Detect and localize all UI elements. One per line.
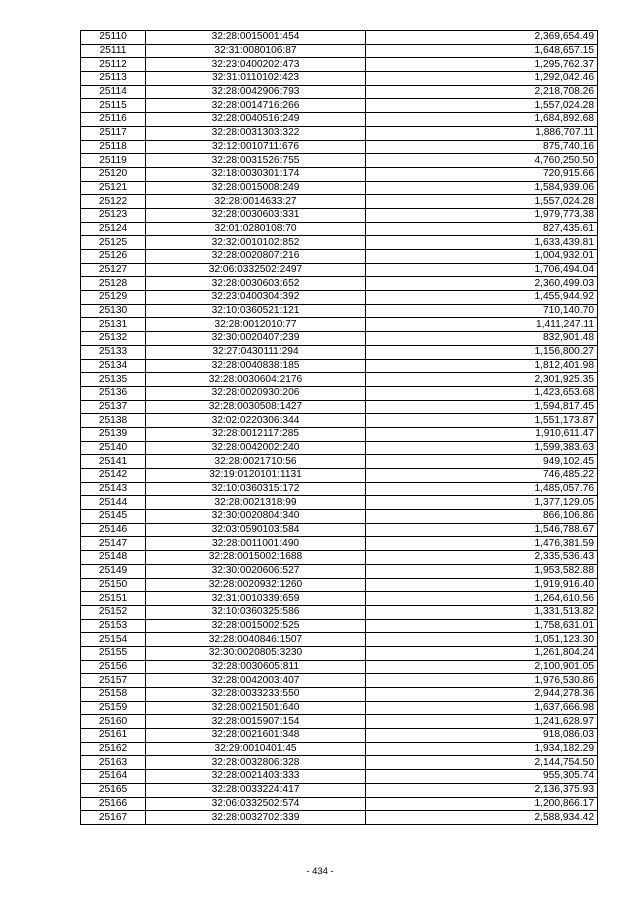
value-cell: 1,377,129.05 [366, 496, 598, 510]
cadastral-number-cell: 32:28:0030603:331 [146, 208, 366, 222]
cadastral-number-cell: 32:28:0021601:348 [146, 729, 366, 743]
value-cell: 710,140.70 [366, 304, 598, 318]
table-row [81, 222, 598, 236]
cadastral-number-cell: 32:28:0032806:328 [146, 756, 366, 770]
cadastral-number-cell: 32:12:0010711:676 [146, 140, 366, 154]
row-number-cell: 25121 [81, 181, 146, 195]
row-number-cell: 25158 [81, 688, 146, 702]
cadastral-number-cell: 32:23:0400202:473 [146, 58, 366, 72]
row-number-cell: 25162 [81, 742, 146, 756]
table-row [81, 332, 598, 346]
cadastral-number-cell: 32:06:0332502:574 [146, 797, 366, 811]
value-cell: 2,136,375.93 [366, 783, 598, 797]
row-number-cell: 25119 [81, 154, 146, 168]
table-row [81, 701, 598, 715]
table-row [81, 797, 598, 811]
row-number-cell: 25153 [81, 619, 146, 633]
table-row [81, 523, 598, 537]
value-cell: 1,706,494.04 [366, 263, 598, 277]
value-cell: 2,218,708.26 [366, 85, 598, 99]
value-cell: 1,557,024.28 [366, 195, 598, 209]
table-row [81, 427, 598, 441]
table-row [81, 770, 598, 784]
cadastral-number-cell: 32:28:0021318:99 [146, 496, 366, 510]
value-cell: 827,435.61 [366, 222, 598, 236]
cadastral-number-cell: 32:28:0020932:1260 [146, 578, 366, 592]
cadastral-number-cell: 32:28:0021501:640 [146, 701, 366, 715]
table-row [81, 441, 598, 455]
value-cell: 2,944,278.36 [366, 688, 598, 702]
row-number-cell: 25120 [81, 167, 146, 181]
cadastral-number-cell: 32:28:0015907:154 [146, 715, 366, 729]
table-row [81, 72, 598, 86]
value-cell: 1,633,439.81 [366, 236, 598, 250]
table-row [81, 154, 598, 168]
row-number-cell: 25138 [81, 414, 146, 428]
table-row [81, 304, 598, 318]
cadastral-number-cell: 32:06:0332502:2497 [146, 263, 366, 277]
row-number-cell: 25114 [81, 85, 146, 99]
table-row [81, 126, 598, 140]
table-row [81, 756, 598, 770]
row-number-cell: 25164 [81, 770, 146, 784]
cadastral-number-cell: 32:28:0015002:1688 [146, 551, 366, 565]
cadastral-number-cell: 32:28:0021710:56 [146, 455, 366, 469]
value-cell: 1,594,817.45 [366, 400, 598, 414]
row-number-cell: 25130 [81, 304, 146, 318]
cadastral-number-cell: 32:28:0040846:1507 [146, 633, 366, 647]
table-row [81, 660, 598, 674]
cadastral-number-cell: 32:31:0110102:423 [146, 72, 366, 86]
table-row [81, 592, 598, 606]
row-number-cell: 25167 [81, 811, 146, 825]
value-cell: 1,485,057.76 [366, 482, 598, 496]
row-number-cell: 25125 [81, 236, 146, 250]
table-row [81, 729, 598, 743]
table-row [81, 236, 598, 250]
value-cell: 1,411,247.11 [366, 318, 598, 332]
row-number-cell: 25133 [81, 345, 146, 359]
row-number-cell: 25127 [81, 263, 146, 277]
value-cell: 1,051,123.30 [366, 633, 598, 647]
row-number-cell: 25156 [81, 660, 146, 674]
cadastral-number-cell: 32:28:0042003:407 [146, 674, 366, 688]
table-row [81, 455, 598, 469]
cadastral-number-cell: 32:28:0014716:266 [146, 99, 366, 113]
cadastral-number-cell: 32:28:0030605:811 [146, 660, 366, 674]
row-number-cell: 25142 [81, 469, 146, 483]
row-number-cell: 25146 [81, 523, 146, 537]
value-cell: 2,360,499.03 [366, 277, 598, 291]
value-cell: 1,295,762.37 [366, 58, 598, 72]
value-cell: 1,758,631.01 [366, 619, 598, 633]
value-cell: 1,979,773.38 [366, 208, 598, 222]
row-number-cell: 25110 [81, 31, 146, 45]
row-number-cell: 25124 [81, 222, 146, 236]
cadastral-number-cell: 32:28:0042002:240 [146, 441, 366, 455]
row-number-cell: 25128 [81, 277, 146, 291]
row-number-cell: 25166 [81, 797, 146, 811]
value-cell: 1,812,401.98 [366, 359, 598, 373]
table-body [81, 31, 598, 825]
table-row [81, 578, 598, 592]
table-row [81, 263, 598, 277]
table-row [81, 496, 598, 510]
cadastral-number-cell: 32:28:0014633:27 [146, 195, 366, 209]
table-row [81, 277, 598, 291]
table-row [81, 373, 598, 387]
row-number-cell: 25165 [81, 783, 146, 797]
value-cell: 2,588,934.42 [366, 811, 598, 825]
row-number-cell: 25159 [81, 701, 146, 715]
row-number-cell: 25143 [81, 482, 146, 496]
table-row [81, 113, 598, 127]
cadastral-number-cell: 32:30:0020805:3230 [146, 646, 366, 660]
cadastral-number-cell: 32:28:0011001:490 [146, 537, 366, 551]
value-cell: 1,557,024.28 [366, 99, 598, 113]
table-row [81, 551, 598, 565]
value-cell: 1,648,657.15 [366, 44, 598, 58]
row-number-cell: 25126 [81, 250, 146, 264]
row-number-cell: 25135 [81, 373, 146, 387]
cadastral-number-cell: 32:28:0033233:550 [146, 688, 366, 702]
row-number-cell: 25122 [81, 195, 146, 209]
row-number-cell: 25163 [81, 756, 146, 770]
value-cell: 1,551,173.87 [366, 414, 598, 428]
table-row [81, 510, 598, 524]
table-row [81, 482, 598, 496]
table-row [81, 386, 598, 400]
row-number-cell: 25137 [81, 400, 146, 414]
cadastral-number-cell: 32:19:0120101:1131 [146, 469, 366, 483]
row-number-cell: 25145 [81, 510, 146, 524]
table-row [81, 44, 598, 58]
table-row [81, 537, 598, 551]
cadastral-number-cell: 32:28:0031303:322 [146, 126, 366, 140]
table-row [81, 811, 598, 825]
row-number-cell: 25147 [81, 537, 146, 551]
cadastral-number-cell: 32:29:0010401:45 [146, 742, 366, 756]
cadastral-number-cell: 32:10:0360315:172 [146, 482, 366, 496]
cadastral-number-cell: 32:30:0020407:239 [146, 332, 366, 346]
cadastral-value-table [80, 30, 598, 825]
value-cell: 955,305.74 [366, 770, 598, 784]
row-number-cell: 25112 [81, 58, 146, 72]
value-cell: 2,100,901.05 [366, 660, 598, 674]
value-cell: 746,485.22 [366, 469, 598, 483]
value-cell: 1,261,804.24 [366, 646, 598, 660]
row-number-cell: 25154 [81, 633, 146, 647]
cadastral-number-cell: 32:28:0020930:206 [146, 386, 366, 400]
value-cell: 1,934,182.29 [366, 742, 598, 756]
value-cell: 1,423,653.68 [366, 386, 598, 400]
value-cell: 1,156,800.27 [366, 345, 598, 359]
row-number-cell: 25140 [81, 441, 146, 455]
table-row [81, 633, 598, 647]
cadastral-number-cell: 32:27:0430111:294 [146, 345, 366, 359]
cadastral-number-cell: 32:23:0400304:392 [146, 291, 366, 305]
row-number-cell: 25129 [81, 291, 146, 305]
value-cell: 4,760,250.50 [366, 154, 598, 168]
value-cell: 1,292,042.46 [366, 72, 598, 86]
row-number-cell: 25160 [81, 715, 146, 729]
value-cell: 1,241,628.97 [366, 715, 598, 729]
table-row [81, 715, 598, 729]
row-number-cell: 25155 [81, 646, 146, 660]
cadastral-number-cell: 32:28:0030508:1427 [146, 400, 366, 414]
table-row [81, 140, 598, 154]
table-row [81, 359, 598, 373]
table-row [81, 564, 598, 578]
table-row [81, 167, 598, 181]
value-cell: 875,740.16 [366, 140, 598, 154]
cadastral-number-cell: 32:28:0040516:249 [146, 113, 366, 127]
cadastral-number-cell: 32:30:0020804:340 [146, 510, 366, 524]
cadastral-number-cell: 32:03:0590103:584 [146, 523, 366, 537]
value-cell: 1,886,707.11 [366, 126, 598, 140]
table-row [81, 195, 598, 209]
row-number-cell: 25115 [81, 99, 146, 113]
value-cell: 866,106.86 [366, 510, 598, 524]
value-cell: 1,637,666.98 [366, 701, 598, 715]
cadastral-number-cell: 32:28:0040838:185 [146, 359, 366, 373]
table-row [81, 414, 598, 428]
cadastral-number-cell: 32:28:0042906:793 [146, 85, 366, 99]
table-row [81, 742, 598, 756]
table-row [81, 31, 598, 45]
row-number-cell: 25113 [81, 72, 146, 86]
value-cell: 1,919,916.40 [366, 578, 598, 592]
table-row [81, 400, 598, 414]
value-cell: 1,546,788.67 [366, 523, 598, 537]
value-cell: 1,200,866.17 [366, 797, 598, 811]
cadastral-number-cell: 32:28:0012010:77 [146, 318, 366, 332]
cadastral-number-cell: 32:28:0015001:454 [146, 31, 366, 45]
page-number: - 434 - [306, 866, 334, 877]
value-cell: 2,144,754.50 [366, 756, 598, 770]
value-cell: 1,476,381.59 [366, 537, 598, 551]
row-number-cell: 25152 [81, 605, 146, 619]
value-cell: 1,584,939.06 [366, 181, 598, 195]
value-cell: 1,264,610.56 [366, 592, 598, 606]
value-cell: 1,599,383.63 [366, 441, 598, 455]
table-row [81, 250, 598, 264]
cadastral-number-cell: 32:31:0080106:87 [146, 44, 366, 58]
row-number-cell: 25118 [81, 140, 146, 154]
row-number-cell: 25149 [81, 564, 146, 578]
value-cell: 1,684,892.68 [366, 113, 598, 127]
cadastral-number-cell: 32:28:0032702:339 [146, 811, 366, 825]
cadastral-number-cell: 32:30:0020606:527 [146, 564, 366, 578]
row-number-cell: 25139 [81, 427, 146, 441]
table-row [81, 469, 598, 483]
cadastral-number-cell: 32:31:0010339:659 [146, 592, 366, 606]
value-cell: 720,915.66 [366, 167, 598, 181]
table-row [81, 619, 598, 633]
cadastral-number-cell: 32:28:0012117:285 [146, 427, 366, 441]
row-number-cell: 25148 [81, 551, 146, 565]
cadastral-number-cell: 32:28:0015002:525 [146, 619, 366, 633]
cadastral-number-cell: 32:18:0030301:174 [146, 167, 366, 181]
row-number-cell: 25141 [81, 455, 146, 469]
cadastral-number-cell: 32:28:0033224:417 [146, 783, 366, 797]
cadastral-number-cell: 32:28:0020807:216 [146, 250, 366, 264]
table-row [81, 646, 598, 660]
table-row [81, 345, 598, 359]
row-number-cell: 25136 [81, 386, 146, 400]
row-number-cell: 25111 [81, 44, 146, 58]
row-number-cell: 25144 [81, 496, 146, 510]
table-row [81, 674, 598, 688]
table-row [81, 783, 598, 797]
row-number-cell: 25150 [81, 578, 146, 592]
cadastral-number-cell: 32:32:0010102:852 [146, 236, 366, 250]
value-cell: 918,086.03 [366, 729, 598, 743]
value-cell: 2,369,654.49 [366, 31, 598, 45]
table-row [81, 318, 598, 332]
value-cell: 2,335,536.43 [366, 551, 598, 565]
row-number-cell: 25131 [81, 318, 146, 332]
table-row [81, 605, 598, 619]
cadastral-number-cell: 32:10:0360325:586 [146, 605, 366, 619]
row-number-cell: 25157 [81, 674, 146, 688]
cadastral-number-cell: 32:28:0030604:2176 [146, 373, 366, 387]
cadastral-number-cell: 32:02:0220306:344 [146, 414, 366, 428]
value-cell: 832,901.48 [366, 332, 598, 346]
table-row [81, 208, 598, 222]
value-cell: 1,004,932.01 [366, 250, 598, 264]
row-number-cell: 25134 [81, 359, 146, 373]
row-number-cell: 25116 [81, 113, 146, 127]
row-number-cell: 25132 [81, 332, 146, 346]
table-row [81, 99, 598, 113]
table-row [81, 58, 598, 72]
cadastral-number-cell: 32:28:0030603:652 [146, 277, 366, 291]
value-cell: 1,976,530.86 [366, 674, 598, 688]
cadastral-number-cell: 32:28:0021403:333 [146, 770, 366, 784]
table-row [81, 688, 598, 702]
table-row [81, 85, 598, 99]
table-row [81, 181, 598, 195]
value-cell: 2,301,925.35 [366, 373, 598, 387]
cadastral-number-cell: 32:28:0031526:755 [146, 154, 366, 168]
cadastral-number-cell: 32:01:0280108:70 [146, 222, 366, 236]
table-row [81, 291, 598, 305]
value-cell: 1,910,611.47 [366, 427, 598, 441]
value-cell: 1,455,944.92 [366, 291, 598, 305]
row-number-cell: 25117 [81, 126, 146, 140]
value-cell: 1,953,582.88 [366, 564, 598, 578]
row-number-cell: 25123 [81, 208, 146, 222]
value-cell: 949,102.45 [366, 455, 598, 469]
value-cell: 1,331,513.82 [366, 605, 598, 619]
cadastral-number-cell: 32:28:0015008:249 [146, 181, 366, 195]
row-number-cell: 25161 [81, 729, 146, 743]
row-number-cell: 25151 [81, 592, 146, 606]
cadastral-number-cell: 32:10:0360521:121 [146, 304, 366, 318]
